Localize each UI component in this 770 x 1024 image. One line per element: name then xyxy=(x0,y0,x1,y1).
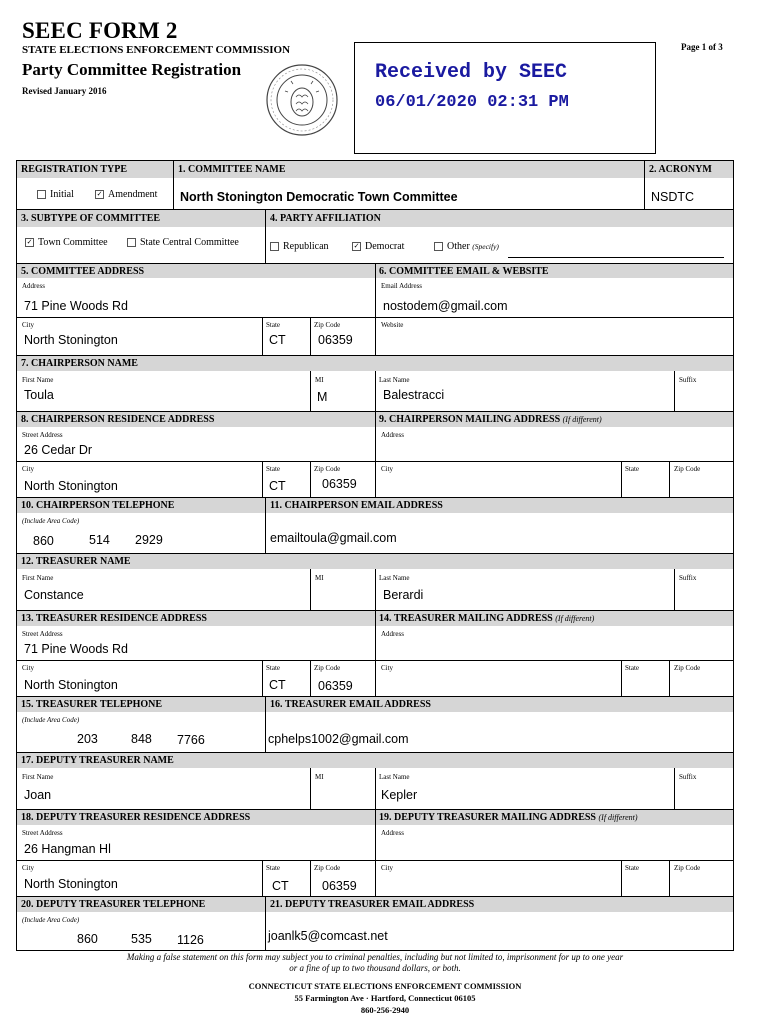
committee-email-label: 6. COMMITTEE EMAIL & WEBSITE xyxy=(379,266,549,277)
committee-address-value[interactable]: 71 Pine Woods Rd xyxy=(24,299,128,313)
footer-agency: CONNECTICUT STATE ELECTIONS ENFORCEMENT COMMISSION xyxy=(248,981,522,991)
treasurer-email-label: 16. TREASURER EMAIL ADDRESS xyxy=(270,699,431,710)
committee-address-label: 5. COMMITTEE ADDRESS xyxy=(21,266,145,277)
treasurer-phone-area[interactable]: 203 xyxy=(77,732,98,746)
treasurer-email-value[interactable]: cphelps1002@gmail.com xyxy=(268,732,409,746)
town-committee-checkbox[interactable]: ✓ xyxy=(26,238,33,246)
revised-date: Revised January 2016 xyxy=(22,86,107,96)
state-seal-icon xyxy=(265,63,339,137)
treasurer-first-name[interactable]: Constance xyxy=(24,588,84,602)
republican-checkbox[interactable] xyxy=(270,242,279,251)
deputy-last-name[interactable]: Kepler xyxy=(381,788,418,802)
acronym-value[interactable]: NSDTC xyxy=(651,190,695,204)
deputy-name-label: 17. DEPUTY TREASURER NAME xyxy=(21,755,174,766)
committee-email-value[interactable]: nostodem@gmail.com xyxy=(383,299,508,313)
chair-city-value[interactable]: North Stonington xyxy=(24,479,118,493)
subtype-label: 3. SUBTYPE OF COMMITTEE xyxy=(21,213,161,224)
committee-name-value[interactable]: North Stonington Democratic Town Committee xyxy=(180,190,458,204)
party-democrat[interactable]: ✓ Democrat xyxy=(353,241,405,252)
chair-mailing-label: 9. CHAIRPERSON MAILING ADDRESS (If different) xyxy=(379,414,602,425)
other-party-line[interactable] xyxy=(508,257,724,258)
chair-zip-value[interactable]: 06359 xyxy=(322,477,357,491)
chair-phone-prefix[interactable]: 514 xyxy=(89,533,110,547)
chair-residence-label: 8. CHAIRPERSON RESIDENCE ADDRESS xyxy=(21,414,215,425)
party-republican[interactable]: Republican xyxy=(270,241,329,252)
chair-phone-line[interactable]: 2929 xyxy=(135,533,163,547)
deputy-email-label: 21. DEPUTY TREASURER EMAIL ADDRESS xyxy=(270,899,475,910)
deputy-city-value[interactable]: North Stonington xyxy=(24,877,118,891)
committee-city-value[interactable]: North Stonington xyxy=(24,333,118,347)
deputy-first-name[interactable]: Joan xyxy=(24,788,52,802)
treasurer-street-value[interactable]: 71 Pine Woods Rd xyxy=(24,642,128,656)
chair-state-value[interactable]: CT xyxy=(269,479,286,493)
chair-name-label: 7. CHAIRPERSON NAME xyxy=(21,358,138,369)
deputy-mailing-label: 19. DEPUTY TREASURER MAILING ADDRESS (If different) xyxy=(379,812,638,823)
treasurer-last-name[interactable]: Berardi xyxy=(383,588,424,602)
registration-type-amendment[interactable]: ✓ Amendment xyxy=(96,189,158,200)
chair-street-value[interactable]: 26 Cedar Dr xyxy=(24,443,93,457)
agency-footer xyxy=(0,980,770,1016)
committee-zip-value[interactable]: 06359 xyxy=(318,333,353,347)
deputy-phone-line[interactable]: 1126 xyxy=(177,933,204,947)
chair-last-name[interactable]: Balestracci xyxy=(383,388,445,402)
democrat-checkbox[interactable]: ✓ xyxy=(353,242,360,250)
chair-mi[interactable]: M xyxy=(317,390,328,404)
committee-name-label: 1. COMMITTEE NAME xyxy=(178,164,286,175)
registration-type-label: REGISTRATION TYPE xyxy=(21,164,128,175)
chair-email-value[interactable]: emailtoula@gmail.com xyxy=(270,531,397,545)
subtype-state-central[interactable]: State Central Committee xyxy=(127,237,239,248)
agency-name: STATE ELECTIONS ENFORCEMENT COMMISSION xyxy=(22,44,291,56)
treasurer-residence-label: 13. TREASURER RESIDENCE ADDRESS xyxy=(21,613,207,624)
form-title: SEEC FORM 2 xyxy=(22,18,178,43)
committee-state-value[interactable]: CT xyxy=(269,333,286,347)
party-label: 4. PARTY AFFILIATION xyxy=(270,213,381,224)
state-central-checkbox[interactable] xyxy=(127,238,136,247)
acronym-label: 2. ACRONYM xyxy=(649,164,712,175)
amendment-checkbox[interactable]: ✓ xyxy=(96,190,103,198)
registration-type-initial[interactable]: Initial xyxy=(37,189,74,200)
chair-phone-area[interactable]: 860 xyxy=(33,534,54,548)
received-stamp xyxy=(354,42,656,154)
party-other[interactable]: Other (Specify) xyxy=(434,241,499,252)
deputy-state-value[interactable]: CT xyxy=(272,879,289,893)
chair-first-name[interactable]: Toula xyxy=(24,388,54,402)
penalty-notice: Making a false statement on this form may subject you to criminal penalties, including but not limited to, imprisonment for up to one year or a fine of up to two thousand dollars, or both. xyxy=(126,952,624,973)
deputy-email-value[interactable]: joanlk5@comcast.net xyxy=(268,929,388,943)
initial-checkbox[interactable] xyxy=(37,190,46,199)
deputy-phone-label: 20. DEPUTY TREASURER TELEPHONE xyxy=(21,899,206,910)
other-checkbox[interactable] xyxy=(434,242,443,251)
treasurer-state-value[interactable]: CT xyxy=(269,678,286,692)
treasurer-city-value[interactable]: North Stonington xyxy=(24,678,118,692)
chair-email-label: 11. CHAIRPERSON EMAIL ADDRESS xyxy=(270,500,443,511)
stamp-received-text: Received by SEEC xyxy=(375,61,568,84)
form-name: Party Committee Registration xyxy=(22,60,242,79)
registration-form: REGISTRATION TYPE 1. COMMITTEE NAME 2. ACRONYM Initial ✓ Amendment North Stonington Democratic Town Committee NSDTC 3. SUBTYPE OF COMMITTEE 4. PARTY AFFILIATION ✓ Town Committee State Central Committee Republican ✓ Democrat Other (Specify) 5. COMMITTEE ADDRESS 6. COMMITTEE EMAIL & WEBSITE Address 71 Pine Woods Rd Email Address nostodem@gmail.com City North Stonington State CT Zip Code 06359 Website 7. CHAIRPERSON NAME First Name Toula MI M Last Name Balestracci Suffix 8. CHAIRPERSON RESIDENCE ADDRESS 9. CHAIRPERSON MAILING ADDRESS (If different) Street Address 26 Cedar Dr Address City North Stonington State CT Zip Code 06359 City State Zip Code 10. CHAIRPERSON TELEPHONE 11. CHAIRPERSON EMAIL ADDRESS (Include Area Code) 860 514 2929 emailtoula@gmail.com 12. TREASURER NAME First Name Constance MI Last Name Berardi Suffix 13. TREASURER RESIDENCE ADDRESS 14. TREASURER MAILING ADDRESS (If different) Street Address 71 Pine Woods Rd Address City North Stonington State CT Zip Code 06359 City State Zip Code 15. TREASURER TELEPHONE 16. TREASURER EMAIL ADDRESS (Include Area Code) 203 848 7766 cphelps1002@gmail.com 17. DEPUTY TREASURER NAME First Name Joan MI Last Name Kepler Suffix 18. DEPUTY TREASURER RESIDENCE ADDRESS 19. DEPUTY TREASURER MAILING ADDRESS (If different) Street Address 26 Hangman Hl Address City North Stonington State CT Zip Code 06359 City State Zip Code 20. DEPUTY TREASURER TELEPHONE 21. DEPUTY TREASURER EMAIL ADDRESS (Include Area Code) 860 535 1126 joanlk5@comcast.net xyxy=(16,160,734,951)
treasurer-phone-label: 15. TREASURER TELEPHONE xyxy=(21,699,163,710)
footer-phone: 860-256-2940 xyxy=(360,1005,410,1015)
deputy-residence-label: 18. DEPUTY TREASURER RESIDENCE ADDRESS xyxy=(21,812,251,823)
treasurer-mailing-label: 14. TREASURER MAILING ADDRESS (If different) xyxy=(379,613,595,624)
footer-address: 55 Farmington Ave · Hartford, Connecticut 06105 xyxy=(294,993,476,1003)
subtype-town-committee[interactable]: ✓ Town Committee xyxy=(26,237,108,248)
treasurer-name-label: 12. TREASURER NAME xyxy=(21,556,131,567)
treasurer-zip-value[interactable]: 06359 xyxy=(318,679,353,693)
page-number: Page 1 of 3 xyxy=(681,42,723,52)
treasurer-phone-prefix[interactable]: 848 xyxy=(131,732,152,746)
deputy-phone-area[interactable]: 860 xyxy=(77,932,98,946)
treasurer-phone-line[interactable]: 7766 xyxy=(177,733,205,747)
deputy-street-value[interactable]: 26 Hangman Hl xyxy=(24,842,111,856)
deputy-zip-value[interactable]: 06359 xyxy=(322,879,357,893)
stamp-datetime: 06/01/2020 02:31 PM xyxy=(375,93,569,112)
deputy-phone-prefix[interactable]: 535 xyxy=(131,932,152,946)
chair-phone-label: 10. CHAIRPERSON TELEPHONE xyxy=(21,500,175,511)
